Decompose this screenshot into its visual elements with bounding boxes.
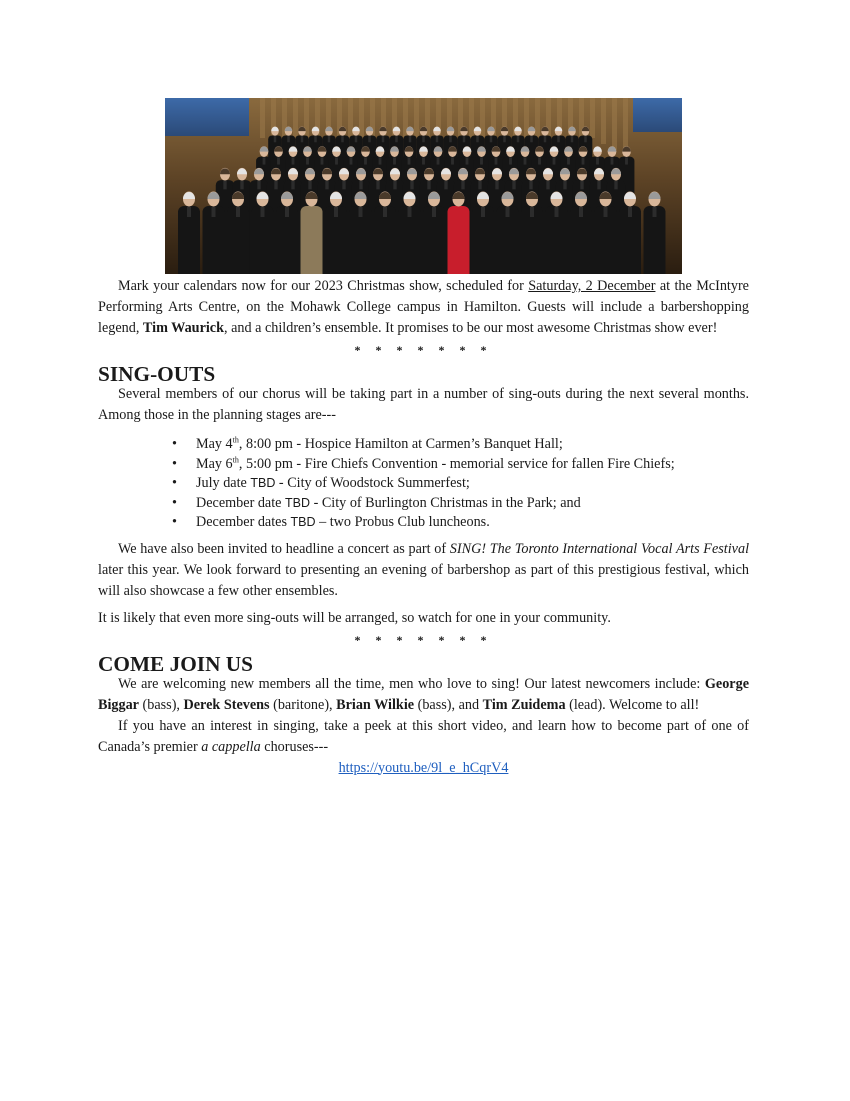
member-name: Tim Zuidema [482,696,566,713]
member-part: (baritone), [269,696,337,713]
item-detail: - City of Burlington Christmas in the Park; and [310,494,581,511]
bullet-icon: • [172,455,177,472]
festival-paragraph [98,539,749,602]
article-body [98,276,749,779]
intro-text-3: , and a children’s ensemble. It promises to be our most awesome Christmas show ever! [224,320,718,336]
closing-paragraph: It is likely that even more sing-outs will be arranged, so watch for one in your community. [98,609,611,626]
singouts-heading: SING-OUTS [98,362,216,386]
show-date: Saturday, 2 December [528,278,656,294]
item-detail: - City of Woodstock Summerfest; [275,475,470,491]
section-divider: * * * * * * * [354,343,493,357]
item-detail: , 8:00 pm - Hospice Hamilton at Carmen’s Banquet Hall; [238,436,563,452]
acappella-text: a cappella [201,738,261,755]
bullet-icon: • [172,475,177,491]
list-item [172,494,749,514]
member-name: George Biggar [98,675,749,713]
video-text: If you have an interest in singing, take a peek at this short video, and learn how to become part of one of Canada’s premier [98,717,749,755]
newcomers-text: We are welcoming new members all the time, men who love to sing! Our latest newcomers include: [118,675,705,692]
tbd-label: TBD [285,495,311,510]
item-detail: – two Probus Club luncheons. [315,514,490,530]
item-text: July date [196,475,251,491]
item-detail: , 5:00 pm - Fire Chiefs Convention - memorial service for fallen Fire Chiefs; [238,455,675,472]
intro-text: Mark your calendars now for our 2023 Christmas show, scheduled for [118,278,529,294]
intro-text-2: at the McIntyre Performing Arts Centre, on the Mohawk College campus in Hamilton. Guests will include a barbershopping legend, [98,278,749,336]
guest-name: Tim Waurick [142,320,224,336]
bullet-icon: • [172,514,177,530]
list-item [172,435,749,455]
list-item [172,474,749,494]
item-text: May 6 [196,455,233,472]
bullet-icon: • [172,494,177,511]
tbd-label: TBD [290,515,316,529]
item-text: December date [196,494,286,511]
item-text: December dates [196,514,291,530]
member-part: (bass), [138,696,184,713]
newcomers-paragraph [98,674,749,716]
video-text-2: choruses--- [260,738,329,755]
singouts-list [98,435,749,533]
christmas-show-paragraph [98,276,749,339]
chorus-photo-image [165,98,682,274]
join-heading: COME JOIN US [98,651,254,676]
tbd-label: TBD [250,476,276,490]
chorus-photo [165,98,682,274]
festival-name: SING! The Toronto International Vocal Arts Festival [449,540,750,557]
list-item [172,455,749,475]
video-link[interactable]: https://youtu.be/9l_e_hCqrV4 [338,759,509,776]
list-item [172,513,749,533]
section-divider: * * * * * * * [354,632,493,647]
festival-text: We have also been invited to headline a concert as part of [118,540,450,557]
singouts-paragraph: Several members of our chorus will be taking part in a number of sing-outs during the next several months. Among those in the planning stages are--- [98,386,749,423]
ordinal-suffix: th [232,454,239,464]
member-part: (bass), and [414,696,483,713]
bullet-icon: • [172,436,177,452]
member-name: Brian Wilkie [336,696,415,713]
member-part: (lead). Welcome to all! [565,696,700,713]
member-name: Derek Stevens [183,696,270,713]
festival-text-2: later this year. We look forward to presenting an evening of barbershop as part of this prestigious festival, which will also showcase a few other ensembles. [98,561,749,599]
ordinal-suffix: th [232,435,239,445]
item-text: May 4 [196,436,233,452]
video-paragraph [98,716,749,758]
